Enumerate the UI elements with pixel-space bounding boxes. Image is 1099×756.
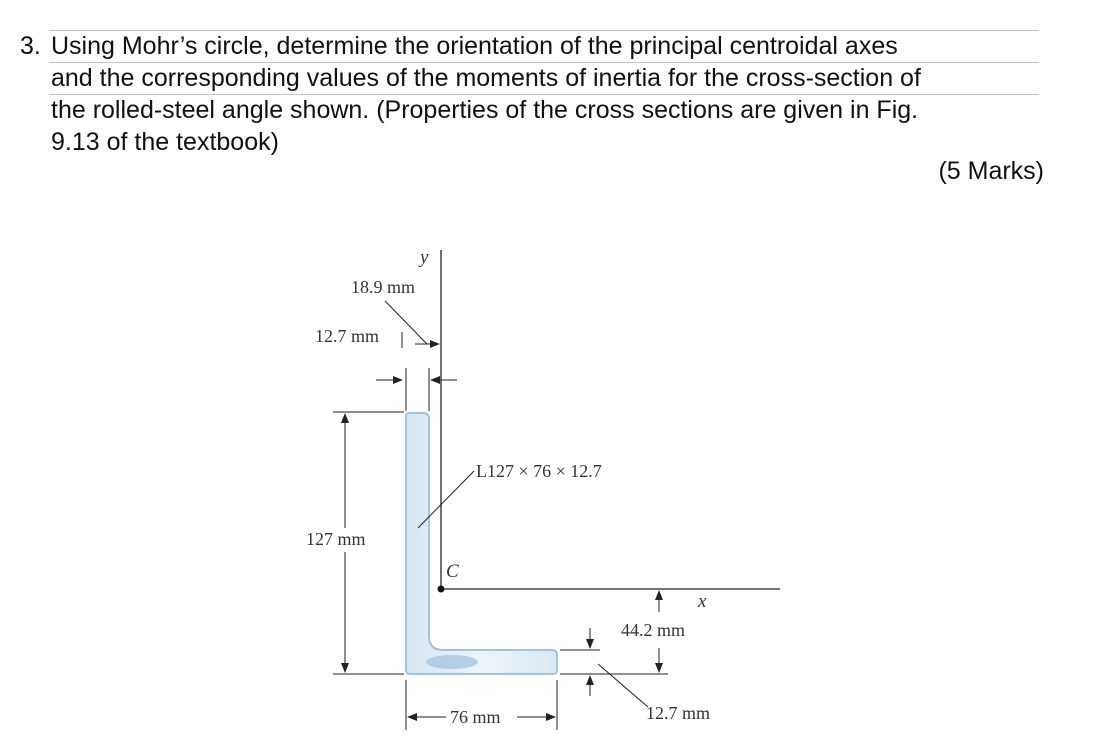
y-axis-label: y <box>420 247 429 268</box>
marks-label: (5 Marks) <box>938 157 1044 185</box>
dim-18-9-label: 18.9 mm <box>351 277 416 297</box>
section-designation: L127 × 76 × 12.7 <box>476 461 602 481</box>
centroid-label: C <box>446 561 459 582</box>
question-number: 3. <box>20 32 41 60</box>
x-axis-label: x <box>698 591 707 612</box>
angle-section-shape <box>406 413 557 674</box>
question-line: the rolled-steel angle shown. (Properties of the cross sections are given in Fig. <box>51 96 919 124</box>
dim-12-7-bottom-label: 12.7 mm <box>646 703 711 723</box>
dim-12-7-bottom-leader <box>598 664 648 707</box>
steel-shading <box>426 655 478 669</box>
centroid-point <box>438 586 445 593</box>
question-line: Using Mohr’s circle, determine the orientation of the principal centroidal axes <box>51 32 898 60</box>
dim-18-9-leader <box>385 301 427 344</box>
dim-44-2-label: 44.2 mm <box>621 620 686 640</box>
dim-76-label: 76 mm <box>450 707 501 727</box>
question-line: and the corresponding values of the moments of inertia for the cross-section of <box>51 64 921 92</box>
dim-12-7-top-label: 12.7 mm <box>315 326 380 346</box>
dim-127-label: 127 mm <box>306 529 366 549</box>
question-line: 9.13 of the textbook) <box>51 128 279 156</box>
